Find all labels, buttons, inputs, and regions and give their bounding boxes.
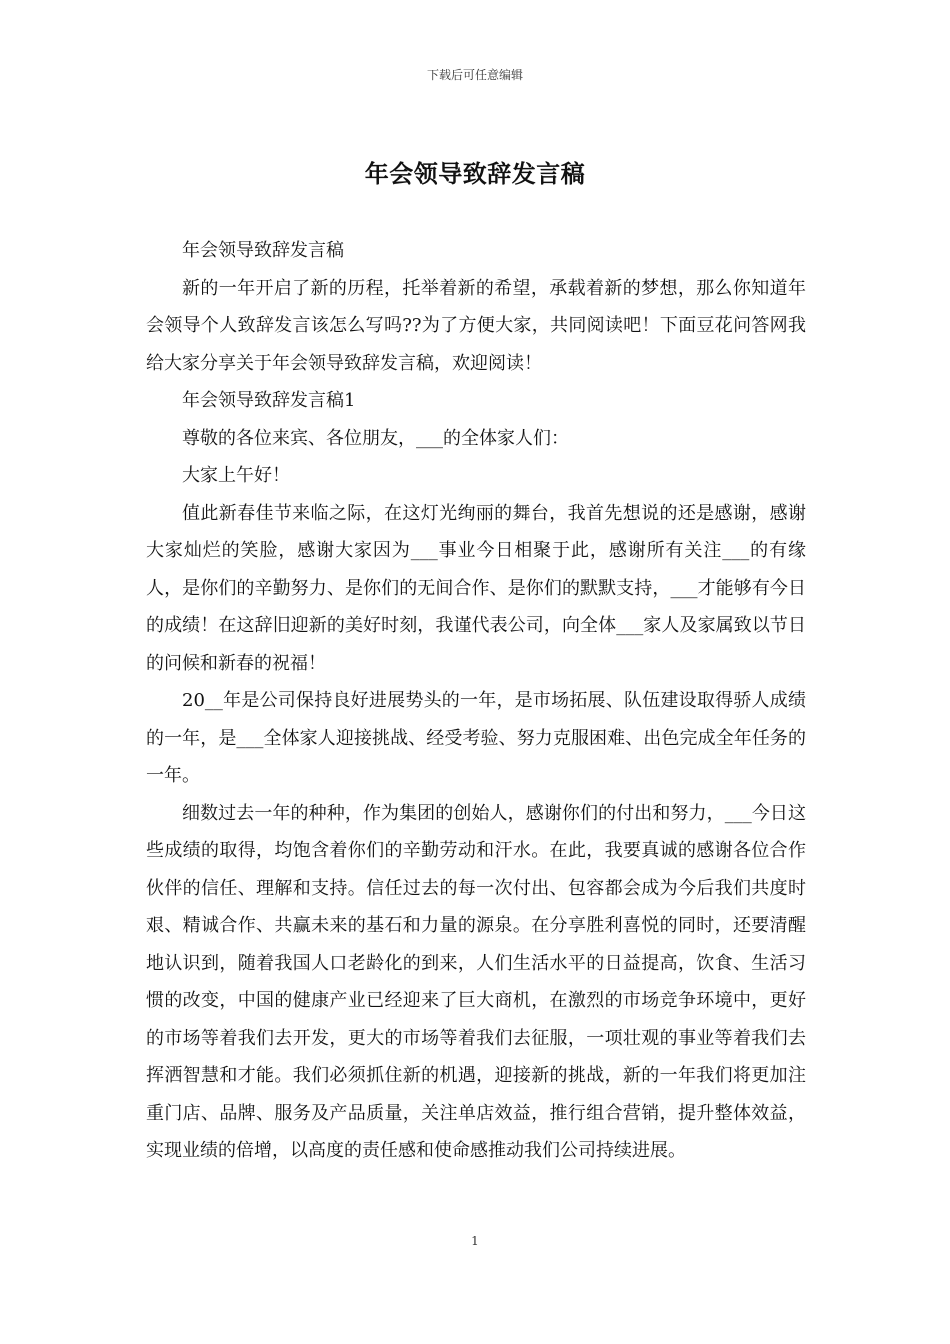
paragraph-outlook: 细数过去一年的种种，作为集团的创始人，感谢你们的付出和努力，___今日这些成绩的取得，均饱含着你们的辛勤劳动和汗水。在此，我要真诚的感谢各位合作伙伴的信任、理解和支持。信任过去的每一次付出、包容都会成为今后我们共度时艰、精诚合作、共赢未来的基石和力量的源泉。在分享胜利喜悦的同时，还要清醒地认识到，随着我国人口老龄化的到来，人们生活水平的日益提高，饮食、生活习惯的改变，中国的健康产业已经迎来了巨大商机，在激烈的市场竞争环境中，更好的市场等着我们去开发，更大的市场等着我们去征服，一项壮观的事业等着我们去挥洒智慧和才能。我们必须抓住新的机遇，迎接新的挑战，新的一年我们将更加注重门店、品牌、服务及产品质量，关注单店效益，推行组合营销，提升整体效益，实现业绩的倍增，以高度的责任感和使命感推动我们公司持续进展。 xyxy=(146,802,806,1161)
paragraph-year-summary: 20__年是公司保持良好进展势头的一年，是市场拓展、队伍建设取得骄人成绩的一年，是___全体家人迎接挑战、经受考验、努力克服困难、出色完成全年任务的一年。 xyxy=(146,690,806,786)
paragraph-section-heading: 年会领导致辞发言稿1 xyxy=(182,390,356,411)
paragraph-subtitle: 年会领导致辞发言稿 xyxy=(182,240,344,261)
paragraph-greeting: 大家上午好！ xyxy=(182,465,290,486)
paragraph-intro: 新的一年开启了新的历程，托举着新的希望，承载着新的梦想，那么你知道年会领导个人致辞发言该怎么写吗??为了方便大家，共同阅读吧！下面豆花问答网我给大家分享关于年会领导致辞发言稿，欢迎阅读！ xyxy=(146,277,806,374)
document-body xyxy=(146,232,806,1170)
header-note: 下载后可任意编辑 xyxy=(426,68,523,82)
page-number: 1 xyxy=(471,1234,479,1248)
paragraph-thanks: 值此新春佳节来临之际，在这灯光绚丽的舞台，我首先想说的还是感谢，感谢大家灿烂的笑脸，感谢大家因为___事业今日相聚于此，感谢所有关注___的有缘人，是你们的辛勤努力、是你们的无间合作、是你们的默默支持，___才能够有今日的成绩！在这辞旧迎新的美好时刻，我谨代表公司，向全体___家人及家属致以节日的问候和新春的祝福！ xyxy=(146,502,806,674)
document-title: 年会领导致辞发言稿 xyxy=(364,159,586,188)
paragraph-salutation: 尊敬的各位来宾、各位朋友，___的全体家人们： xyxy=(182,427,569,449)
